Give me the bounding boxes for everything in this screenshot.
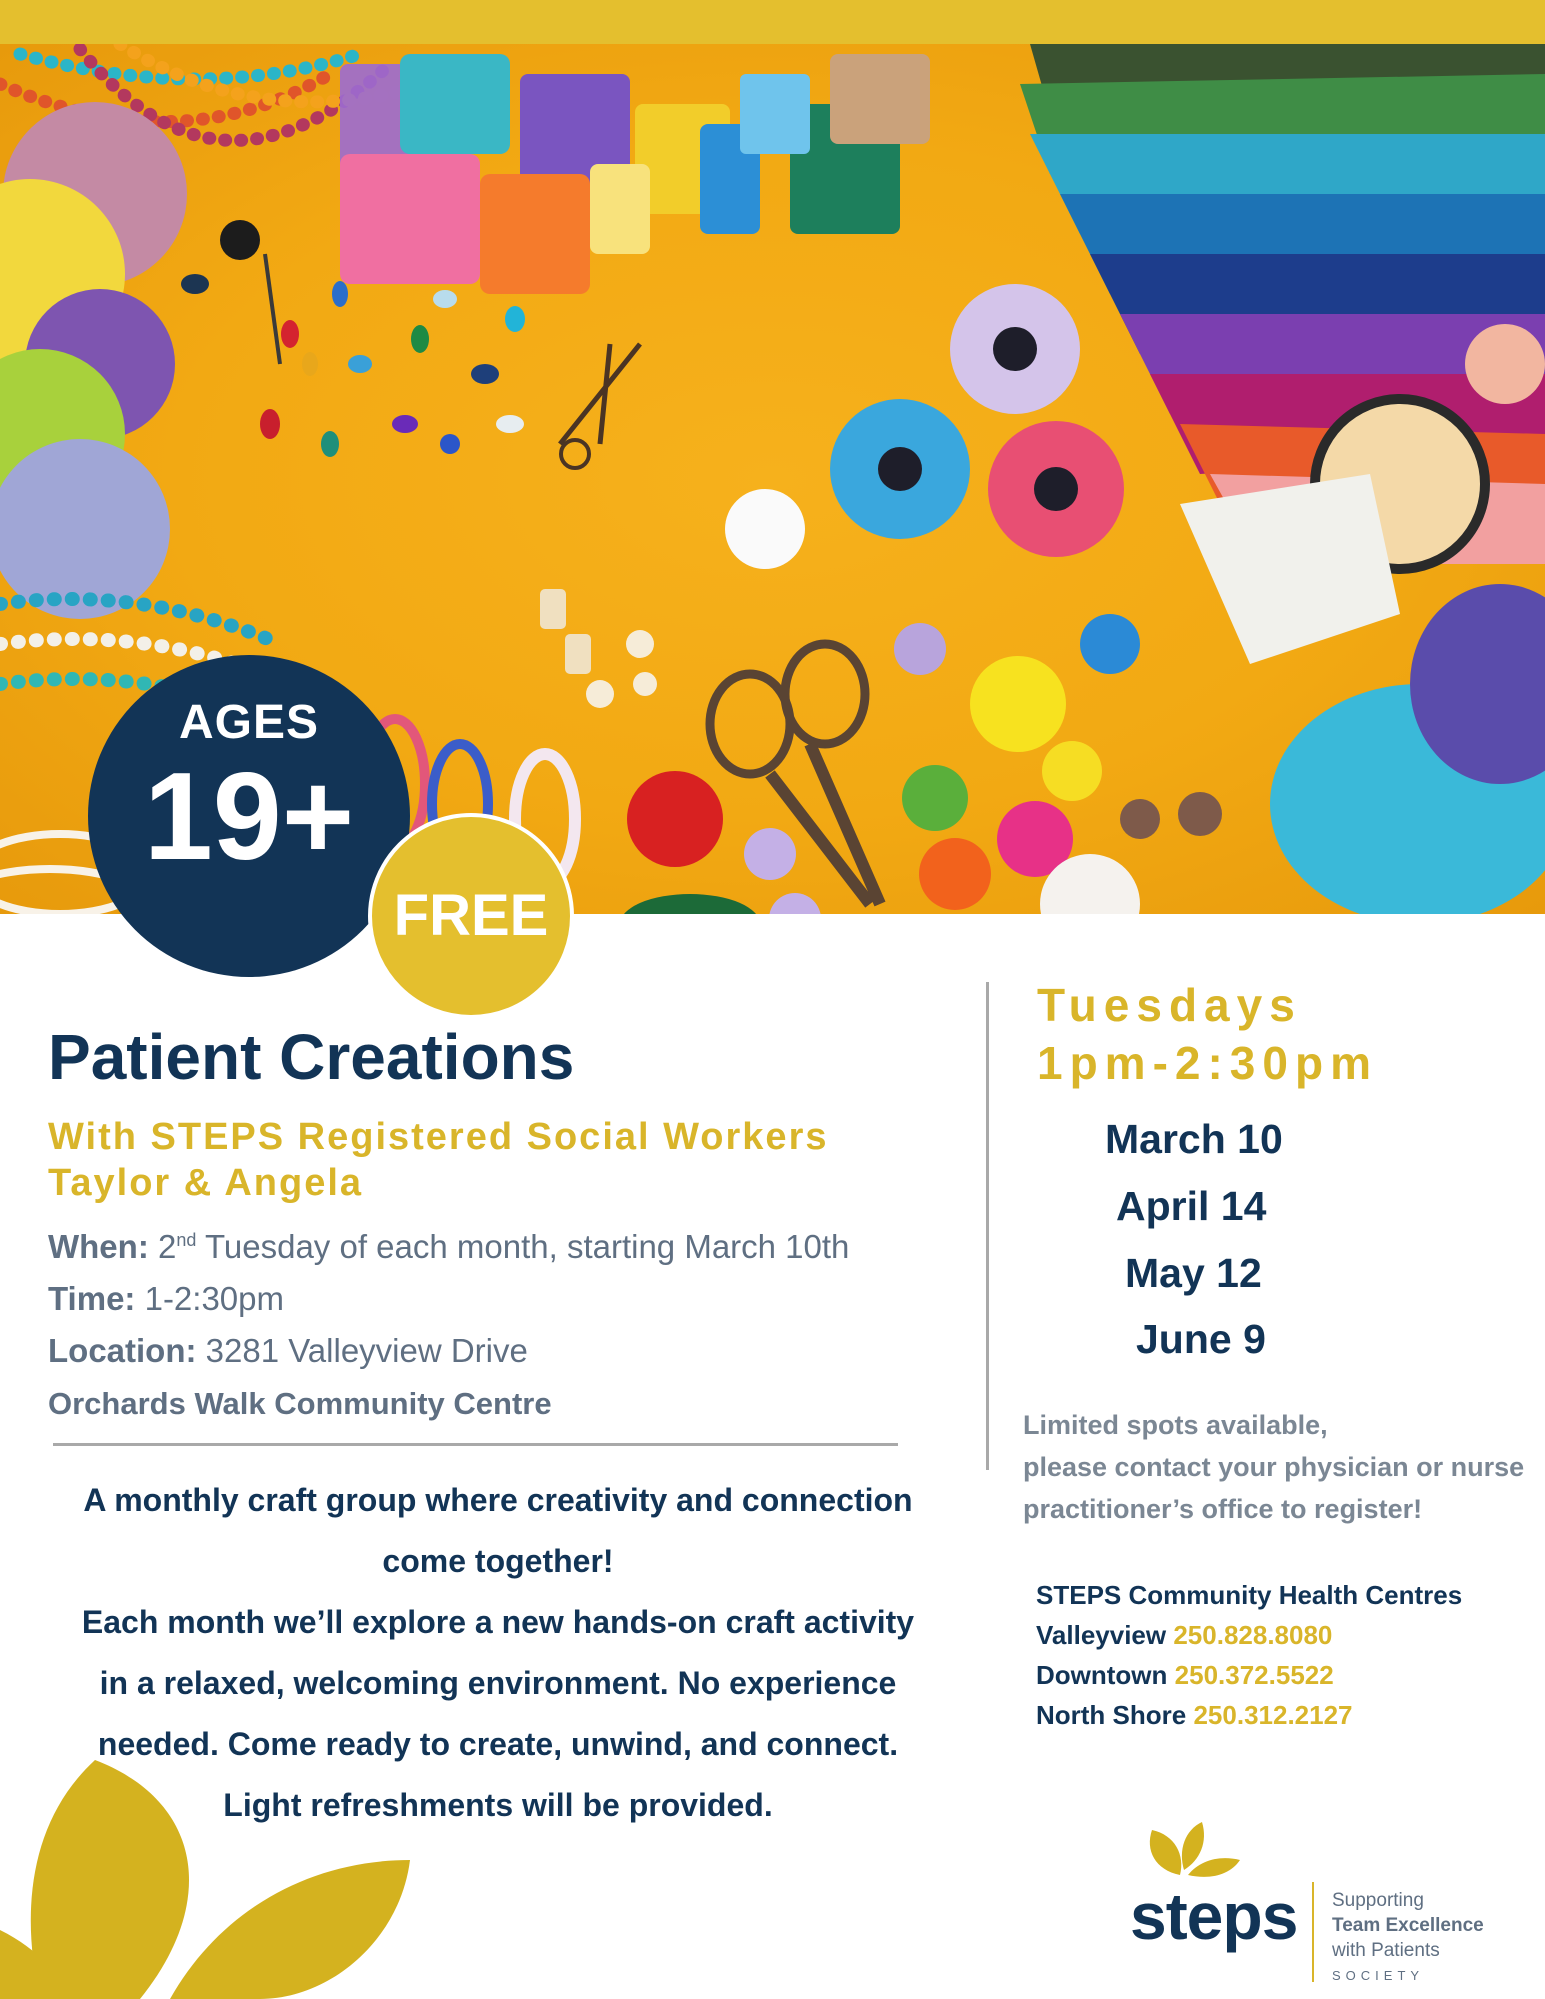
schedule-heading bbox=[1037, 976, 1378, 1092]
description-line: needed. Come ready to create, unwind, and connect. bbox=[97, 1726, 899, 1762]
when-value: Tuesday of each month, starting March 10th bbox=[204, 1228, 850, 1265]
registration-note bbox=[1023, 1404, 1524, 1530]
contact-entry bbox=[1036, 1615, 1462, 1655]
date-item: April 14 bbox=[1116, 1183, 1267, 1229]
time-value: 1-2:30pm bbox=[144, 1280, 285, 1317]
when-number: 2 bbox=[157, 1228, 177, 1265]
logo-divider bbox=[1312, 1882, 1314, 1982]
schedule-day: Tuesdays bbox=[1037, 979, 1302, 1031]
steps-logo bbox=[1130, 1820, 1530, 1990]
description-line: Light refreshments will be provided. bbox=[223, 1787, 773, 1823]
tagline-line bbox=[1332, 1913, 1484, 1938]
schedule-time: 1pm-2:30pm bbox=[1037, 1037, 1378, 1089]
registration-line: please contact your physician or nurse bbox=[1023, 1452, 1525, 1482]
date-item: May 12 bbox=[1125, 1250, 1262, 1296]
time-label: Time: bbox=[48, 1280, 136, 1317]
centre-name: Downtown bbox=[1036, 1660, 1168, 1690]
phone-number[interactable]: 250.312.2127 bbox=[1193, 1700, 1353, 1730]
tagline-line: Supporting bbox=[1332, 1890, 1424, 1911]
location-value: 3281 Valleyview Drive bbox=[205, 1332, 528, 1369]
logo-wordmark: steps bbox=[1130, 1879, 1298, 1953]
event-title: Patient Creations bbox=[48, 1021, 575, 1093]
registration-line: practitioner’s office to register! bbox=[1023, 1494, 1423, 1524]
description-line: Each month we’ll explore a new hands-on craft activity bbox=[81, 1604, 915, 1640]
subtitle-line-1: With STEPS Registered Social Workers bbox=[48, 1116, 829, 1158]
phone-number[interactable]: 250.372.5522 bbox=[1174, 1660, 1334, 1690]
location-detail bbox=[48, 1332, 528, 1370]
time-detail bbox=[48, 1280, 284, 1318]
contact-entry bbox=[1036, 1695, 1462, 1735]
subtitle-line-2: Taylor & Angela bbox=[48, 1162, 364, 1204]
logo-tagline bbox=[1332, 1888, 1484, 1988]
ages-value: 19+ bbox=[143, 748, 355, 886]
tagline-emphasis: Team Excellence bbox=[1332, 1915, 1484, 1936]
when-label: When: bbox=[48, 1228, 149, 1265]
tagline-line: with Patients bbox=[1332, 1940, 1440, 1961]
divider bbox=[53, 1443, 898, 1446]
vertical-divider bbox=[986, 982, 989, 1470]
free-badge: FREE bbox=[368, 813, 574, 1019]
location-label: Location: bbox=[48, 1332, 197, 1369]
top-accent-bar bbox=[0, 0, 1545, 44]
tagline-society: SOCIETY bbox=[1332, 1968, 1425, 1983]
decorative-leaves-icon bbox=[0, 1760, 420, 1999]
event-subtitle bbox=[48, 1114, 829, 1206]
description-line: in a relaxed, welcoming environment. No experience bbox=[99, 1665, 897, 1701]
description-line: come together! bbox=[382, 1543, 614, 1579]
when-ordinal: nd bbox=[176, 1230, 197, 1250]
ages-badge bbox=[88, 655, 410, 977]
centre-name: North Shore bbox=[1036, 1700, 1187, 1730]
when-detail bbox=[48, 1228, 849, 1266]
centre-name: Valleyview bbox=[1036, 1620, 1167, 1650]
contact-list bbox=[1036, 1575, 1462, 1735]
date-item: June 9 bbox=[1136, 1316, 1266, 1362]
description-line: A monthly craft group where creativity and connection bbox=[83, 1482, 913, 1518]
logo-leaf-icon bbox=[1130, 1820, 1270, 1880]
registration-line: Limited spots available, bbox=[1023, 1410, 1328, 1440]
phone-number[interactable]: 250.828.8080 bbox=[1173, 1620, 1333, 1650]
contact-entry bbox=[1036, 1655, 1462, 1695]
venue-name: Orchards Walk Community Centre bbox=[48, 1386, 552, 1421]
ages-label: AGES bbox=[178, 696, 320, 749]
date-item: March 10 bbox=[1105, 1116, 1283, 1162]
contacts-heading: STEPS Community Health Centres bbox=[1036, 1580, 1463, 1610]
